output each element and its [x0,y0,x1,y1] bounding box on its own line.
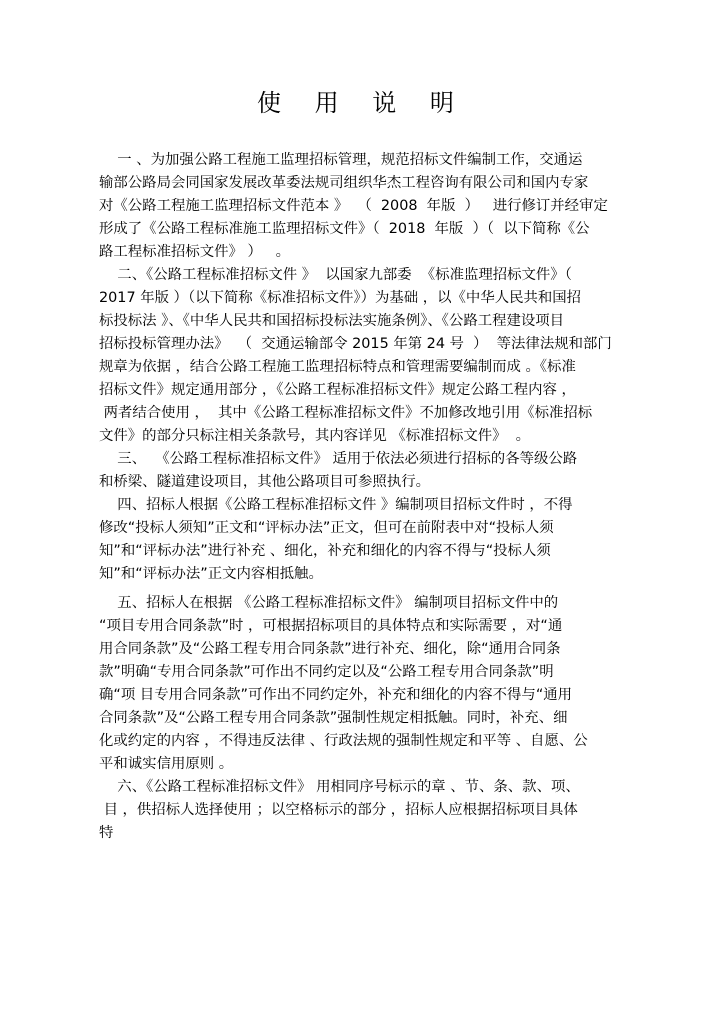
paragraph-line: 用合同条款”及“公路工程专用合同条款”进行补充、细化，除“通用合同条 [99,641,561,657]
paragraph-line: 路工程标准招标文件》 ） 。 [99,244,290,260]
paragraph-line: 化或约定的内容 ，不得违反法律 、行政法规的强制性规定和平等 、自愿、公 [99,733,588,749]
paragraph-line: 输部公路局会同国家发展改革委法规司组织华杰工程咨询有限公司和国内专家 [99,175,589,191]
paragraph-line: 形成了《公路工程标准施工监理招标文件》（ 2018 年版 ）（ 以下简称《公 [99,221,590,237]
paragraph-line: 和桥梁、隧道建设项目，其他公路项目可参照执行。 [99,474,430,490]
paragraph-line: 三、 《公路工程标准招标文件》 适用于依法必须进行招标的各等级公路 [99,451,578,467]
paragraph-line: 招标文件》规定通用部分 ，《公路工程标准招标文件》规定公路工程内容 ， [99,382,576,398]
paragraph-line: 平和诚实信用原则 。 [99,756,234,772]
paragraph-line: 2017 年版 ）（以下简称《标准招标文件》）为基础 ，以《中华人民共和国招 [99,290,582,306]
paragraph-line: 六、《公路工程标准招标文件》 用相同序号标示的章 、节、条、款、项、 [99,779,580,795]
paragraph-line: 款”明确“专用合同条款”可作出不同约定以及“公路工程专用合同条款”明 [99,664,554,680]
paragraph-line: 五、招标人在根据 《公路工程标准招标文件》 编制项目招标文件中的 [99,595,559,611]
paragraph-line: 确“项 目专用合同条款”可作出不同约定外，补充和细化的内容不得与“通用 [99,687,573,703]
paragraph-line: 目 ，供招标人选择使用 ；以空格标示的部分 ，招标人应根据招标项目具体 [99,802,578,818]
paragraph-line: 合同条款”及“公路工程专用合同条款”强制性规定相抵触。同时，补充、细 [99,710,568,726]
paragraph-line: 对《公路工程施工监理招标文件范本 》 （ 2008 年版 ） 进行修订并经审定 [99,198,608,214]
paragraph-line: 规章为依据 ，结合公路工程施工监理招标特点和管理需要编制而成 。《标准 [99,359,576,375]
paragraph-line: 文件》的部分只标注相关条款号，其内容详见 《标准招标文件》 。 [99,428,531,444]
paragraph-line: 知”和“评标办法”正文内容相抵触。 [99,566,323,582]
paragraph-line: 四、招标人根据《公路工程标准招标文件 》编制项目招标文件时 ，不得 [99,497,573,513]
page-title: 使 用 说 明 [257,89,467,117]
paragraph-line: 招标投标管理办法》 （ 交通运输部令 2015 年第 24 号 ） 等法律法规和部门 [99,336,612,352]
paragraph-line: 二、《公路工程标准招标文件 》 以国家九部委 《标准监理招标文件》（ [99,267,572,283]
paragraph-line: 特 [99,825,114,841]
paragraph-line: 修改“投标人须知”正文和“评标办法”正文，但可在前附表中对“投标人须 [99,520,554,536]
paragraph-line: “项目专用合同条款”时 ，可根据招标项目的具体特点和实际需要 ，对“通 [99,618,563,634]
paragraph-line: 一 、为加强公路工程施工监理招标管理，规范招标文件编制工作，交通运 [99,152,583,168]
paragraph-line: 两者结合使用 ， 其中《公路工程标准招标文件》不加修改地引用《标准招标 [99,405,593,421]
paragraph-line: 知”和“评标办法”进行补充 、细化，补充和细化的内容不得与“投标人须 [99,543,551,559]
paragraph-line: 标投标法 》、《中华人民共和国招标投标法实施条例》、《公路工程建设项目 [99,313,565,329]
